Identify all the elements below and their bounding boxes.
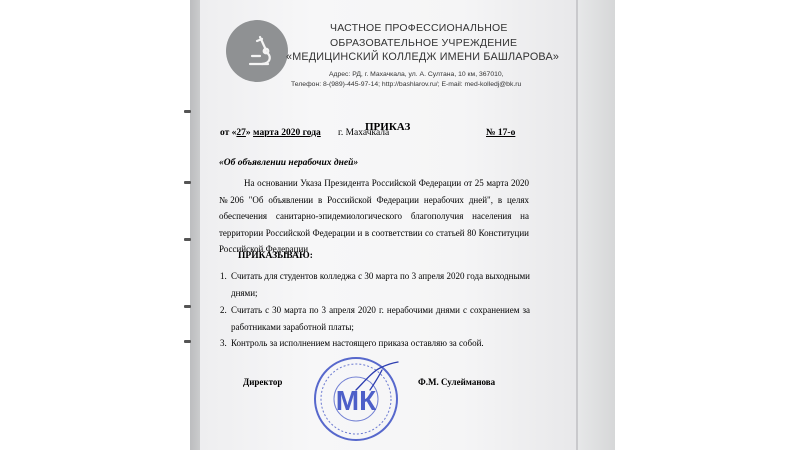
document-subject: «Об объявлении нерабочих дней» xyxy=(219,158,359,168)
page-edge xyxy=(576,0,578,450)
date-separator: » xyxy=(245,128,254,138)
binder-hole xyxy=(184,238,191,241)
list-item-text: Контроль за исполнением настоящего приказа оставляю за собой. xyxy=(231,338,484,348)
order-heading: ПРИКАЗЫВАЮ: xyxy=(238,251,313,261)
list-item xyxy=(220,268,530,301)
college-address: Адрес: РД, г. Махачкала, ул. А. Султана, 10 км, 367010, xyxy=(329,71,504,78)
date-day: 27 xyxy=(236,128,246,138)
binder-hole xyxy=(184,181,191,184)
document-number: № 17-о xyxy=(486,128,516,138)
preamble-paragraph: На основании Указа Президента Российской Федерации от 25 марта 2020 №206 "Об объявлении в Российской Федерации нерабочих дней", в целях обеспечения санитарно-эпидемиологического благополучия населения на территории Российской Федерации и в соответствии со статьей 80 Конституции Российской Федерации xyxy=(219,178,529,254)
list-item xyxy=(220,335,530,352)
stamp-monogram: МК xyxy=(335,385,377,416)
list-item-number: 1. xyxy=(220,271,227,281)
binder-hole xyxy=(184,305,191,308)
document-title: ПРИКАЗ xyxy=(365,121,411,133)
date-prefix: от « xyxy=(220,128,237,138)
list-item-text: Считать для студентов колледжа с 30 марта по 3 апреля 2020 года выходными днями; xyxy=(231,271,530,298)
list-item-number: 2. xyxy=(220,305,227,315)
college-logo-icon xyxy=(226,20,288,82)
college-contacts: Телефон: 8-(989)-445-97-14; http://bashlarov.ru/; E-mail: med-kolledj@bk.ru xyxy=(291,81,522,88)
list-item-number: 3. xyxy=(220,338,227,348)
signer-role: Директор xyxy=(243,377,283,387)
list-item xyxy=(220,302,530,335)
binder-hole xyxy=(184,340,191,343)
letterhead-line-1: ЧАСТНОЕ ПРОФЕССИОНАЛЬНОЕ xyxy=(330,22,508,34)
document-city: г. Махачкала xyxy=(338,128,390,138)
list-item-text: Считать с 30 марта по 3 апреля 2020 г. нерабочими днями с сохранением за работниками заработной платы; xyxy=(231,305,530,332)
binder-hole xyxy=(184,110,191,113)
signer-name: Ф.М. Сулейманова xyxy=(418,377,496,387)
document-date xyxy=(220,128,321,138)
date-month-year: марта 2020 года xyxy=(253,128,321,138)
college-name: «МЕДИЦИНСКИЙ КОЛЛЕДЖ ИМЕНИ БАШЛАРОВА» xyxy=(286,51,560,63)
letterhead-line-2: ОБРАЗОВАТЕЛЬНОЕ УЧРЕЖДЕНИЕ xyxy=(330,37,518,49)
microscope-icon xyxy=(236,30,278,72)
handwritten-signature xyxy=(352,360,402,395)
